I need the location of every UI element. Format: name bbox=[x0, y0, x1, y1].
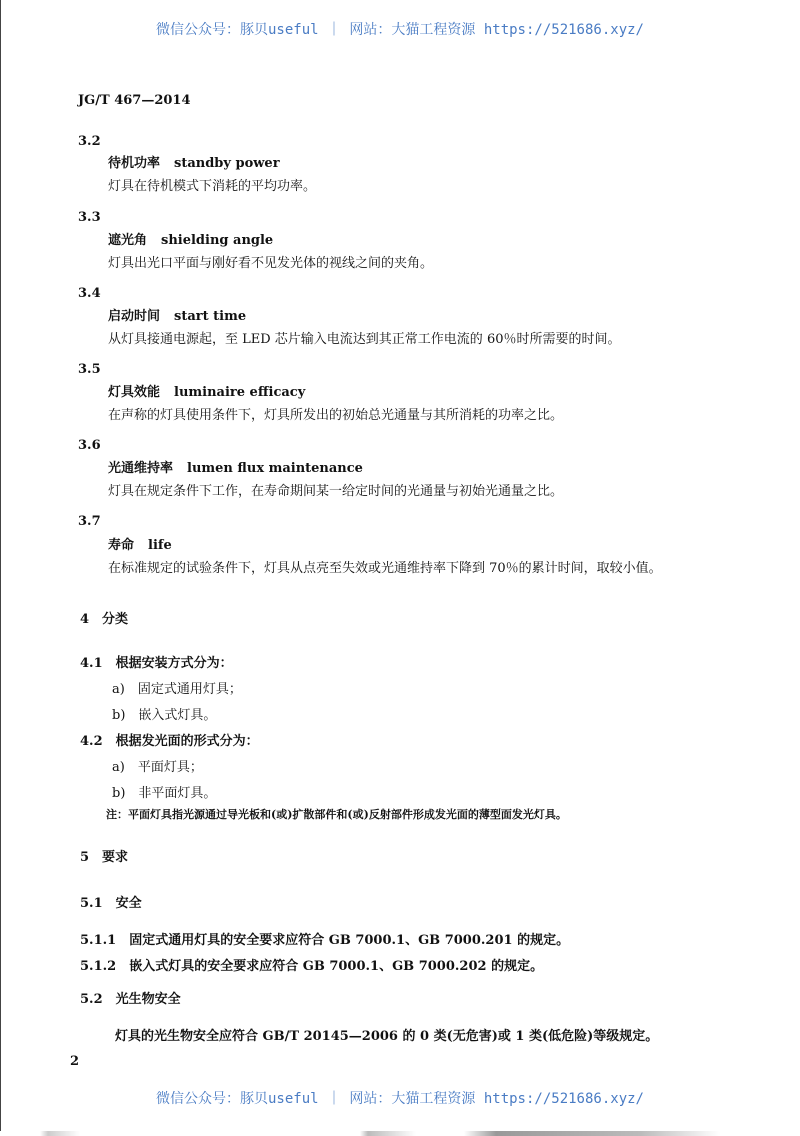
watermark-bottom: 微信公众号：豚贝useful ｜ 网站：大猫工程资源 https://521686.xyz/ bbox=[155, 1091, 644, 1107]
list-item: a) 固定式通用灯具； bbox=[112, 682, 242, 697]
list-item: a) 平面灯具； bbox=[112, 760, 203, 775]
clause-text: 5.1.1 固定式通用灯具的安全要求应符合 GB 7000.1、GB 7000.201 的规定。 bbox=[80, 933, 570, 948]
term-number: 3.2 bbox=[78, 134, 101, 149]
term-definition: 在声称的灯具使用条件下，灯具所发出的初始总光通量与其所消耗的功率之比。 bbox=[108, 408, 564, 423]
clause-heading: 4.2 根据发光面的形式分为： bbox=[80, 734, 259, 749]
list-item: b) 嵌入式灯具。 bbox=[112, 708, 217, 723]
list-item: b) 非平面灯具。 bbox=[112, 786, 217, 801]
term-definition: 灯具在待机模式下消耗的平均功率。 bbox=[108, 179, 317, 194]
term-title: 光通维持率 lumen flux maintenance bbox=[108, 461, 363, 476]
term-title: 寿命 life bbox=[108, 538, 172, 553]
term-number: 3.4 bbox=[78, 286, 101, 301]
watermark-top: 微信公众号：豚贝useful ｜ 网站：大猫工程资源 https://521686.xyz/ bbox=[155, 22, 644, 38]
term-number: 3.7 bbox=[78, 514, 101, 529]
term-number: 3.6 bbox=[78, 438, 101, 453]
clause-text: 5.1.2 嵌入式灯具的安全要求应符合 GB 7000.1、GB 7000.202 的规定。 bbox=[80, 959, 544, 974]
scan-edge bbox=[0, 1131, 800, 1136]
term-title: 启动时间 start time bbox=[108, 309, 247, 324]
clause-heading: 5.1 安全 bbox=[80, 896, 142, 911]
term-title: 待机功率 standby power bbox=[108, 156, 280, 171]
page-number: 2 bbox=[70, 1054, 80, 1069]
term-title: 遮光角 shielding angle bbox=[108, 233, 274, 248]
clause-heading: 4.1 根据安装方式分为： bbox=[80, 656, 233, 671]
term-definition: 灯具出光口平面与刚好看不见发光体的视线之间的夹角。 bbox=[108, 256, 434, 271]
section-heading: 4 分类 bbox=[80, 612, 129, 627]
term-number: 3.3 bbox=[78, 210, 101, 225]
note: 注：平面灯具指光源通过导光板和(或)扩散部件和(或)反射部件形成发光面的薄型面发光灯具。 bbox=[106, 808, 567, 821]
section-heading: 5 要求 bbox=[80, 850, 129, 865]
standard-number: JG/T 467—2014 bbox=[78, 93, 191, 108]
term-definition: 在标准规定的试验条件下，灯具从点亮至失效或光通维持率下降到 70％的累计时间，取较小值。 bbox=[108, 561, 662, 576]
term-title: 灯具效能 luminaire efficacy bbox=[108, 385, 306, 400]
term-definition: 从灯具接通电源起，至 LED 芯片输入电流达到其正常工作电流的 60％时所需要的时间。 bbox=[108, 332, 621, 347]
page-border bbox=[0, 0, 1, 1136]
clause-heading: 5.2 光生物安全 bbox=[80, 992, 181, 1007]
term-definition: 灯具在规定条件下工作，在寿命期间某一给定时间的光通量与初始光通量之比。 bbox=[108, 484, 564, 499]
term-number: 3.5 bbox=[78, 362, 101, 377]
clause-text: 灯具的光生物安全应符合 GB/T 20145—2006 的 0 类(无危害)或 1 类(低危险)等级规定。 bbox=[115, 1029, 659, 1044]
